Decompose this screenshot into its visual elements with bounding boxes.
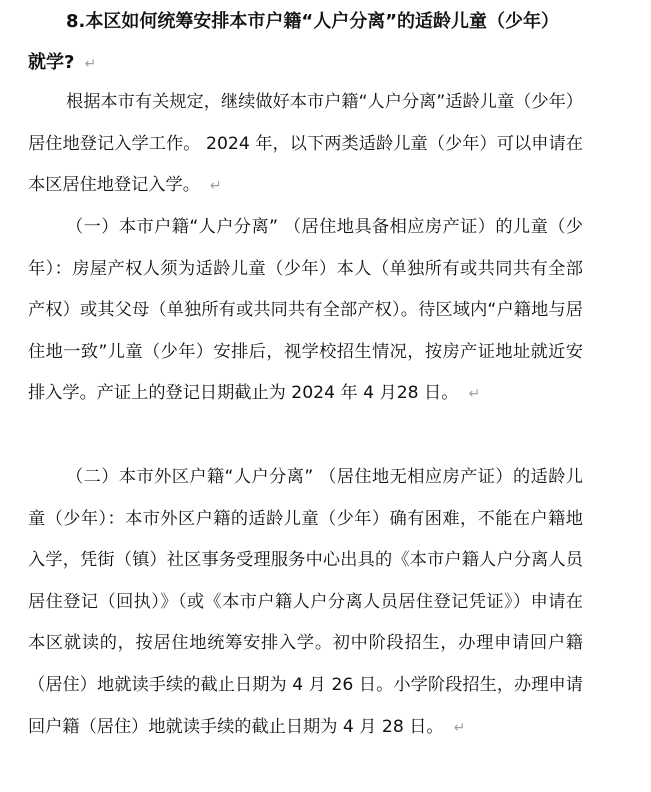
item-1-paragraph[interactable] — [28, 207, 583, 416]
item-1-text: （一）本市户籍“人户分离” （居住地具备相应房产证）的儿童（少年）：房屋产权人须为适龄儿童（少年）本人（单独所有或共同共有全部产权）或其父母（单独所有或共同共有全部产权）。待区域内“户籍地与居住地一致”儿童（少年）安排后，视学校招生情况，按房产证地址就近安排入学。产证上的登记日期截止为 2024 年 4 月28 日。 — [28, 217, 583, 404]
paragraph-mark-icon: ↵ — [468, 386, 481, 403]
question-heading — [28, 1, 588, 83]
heading-line-1: 8.本区如何统筹安排本市户籍“人户分离”的适龄儿童（少年） — [66, 11, 560, 32]
item-2-paragraph[interactable] — [28, 457, 583, 749]
intro-paragraph[interactable] — [28, 82, 583, 208]
heading-line-2 — [28, 42, 588, 83]
intro-text: 根据本市有关规定，继续做好本市户籍“人户分离”适龄儿童（少年）居住地登记入学工作。 2024 年，以下两类适龄儿童（少年）可以申请在本区居住地登记入学。 — [28, 92, 583, 196]
paragraph-mark-icon: ↵ — [453, 719, 466, 736]
item-2-text: （二）本市外区户籍“人户分离” （居住地无相应房产证）的适龄儿童（少年）：本市外区户籍的适龄儿童（少年）确有困难，不能在户籍地入学，凭街（镇）社区事务受理服务中心出具的《本市户籍人户分离人员居住登记（回执）》（或《本市户籍人户分离人员居住登记凭证》）申请在本区就读的，按居住地统筹安排入学。初中阶段招生，办理申请回户籍（居住）地就读手续的截止日期为 4 月 26 日。小学阶段招生，办理申请回户籍（居住）地就读手续的截止日期为 4 月 28 日。 — [28, 467, 583, 737]
paragraph-mark-icon: ↵ — [209, 178, 222, 195]
heading-line-2-text: 就学? — [28, 52, 75, 73]
paragraph-mark-icon: ↵ — [84, 56, 97, 72]
